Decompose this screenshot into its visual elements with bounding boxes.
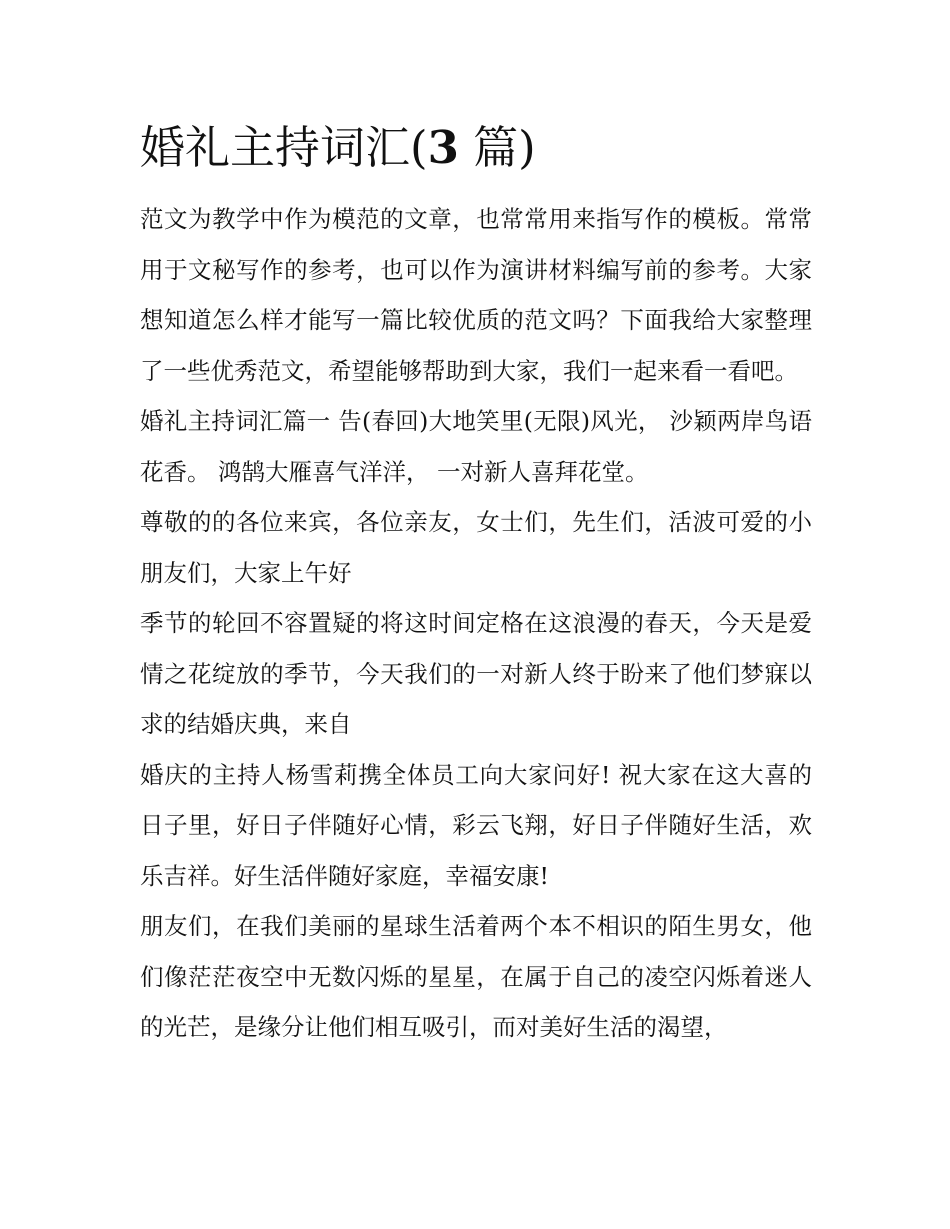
title-prefix: 婚礼主持词汇( [140,121,428,174]
paragraph-greeting: 尊敬的的各位来宾，各位亲友，女士们，先生们，活波可爱的小朋友们，大家上午好 [140,508,812,587]
title-number: 3 [427,121,459,174]
paragraph-season: 季节的轮回不容置疑的将这时间定格在这浪漫的春天，今天是爱情之花绽放的季节，今天我们的一对新人终于盼来了他们梦寐以求的结婚庆典，来自 [140,609,812,738]
title-suffix: 篇) [458,121,536,174]
paragraph-friends: 朋友们，在我们美丽的星球生活着两个本不相识的陌生男女，他们像茫茫夜空中无数闪烁的星星，在属于自己的凌空闪烁着迷人的光芒，是缘分让他们相互吸引，而对美好生活的渴望， [140,912,812,1041]
document-title [140,112,812,184]
paragraph-intro: 范文为教学中作为模范的文章，也常常用来指写作的模板。常常用于文秘写作的参考，也可以作为演讲材料编写前的参考。大家想知道怎么样才能写一篇比较优质的范文吗？下面我给大家整理了一些优秀范文，希望能够帮助到大家，我们一起来看一看吧。 [140,205,812,385]
paragraph-poem: 婚礼主持词汇篇一 告(春回)大地笑里(无限)风光， 沙颖两岸鸟语花香。 鸿鹄大雁喜气洋洋， 一对新人喜拜花堂。 [140,407,812,486]
document-body [140,112,812,1053]
paragraph-host: 婚庆的主持人杨雪莉携全体员工向大家问好! 祝大家在这大喜的日子里，好日子伴随好心情，彩云飞翔，好日子伴随好生活，欢乐吉祥。好生活伴随好家庭，幸福安康! [140,760,812,890]
